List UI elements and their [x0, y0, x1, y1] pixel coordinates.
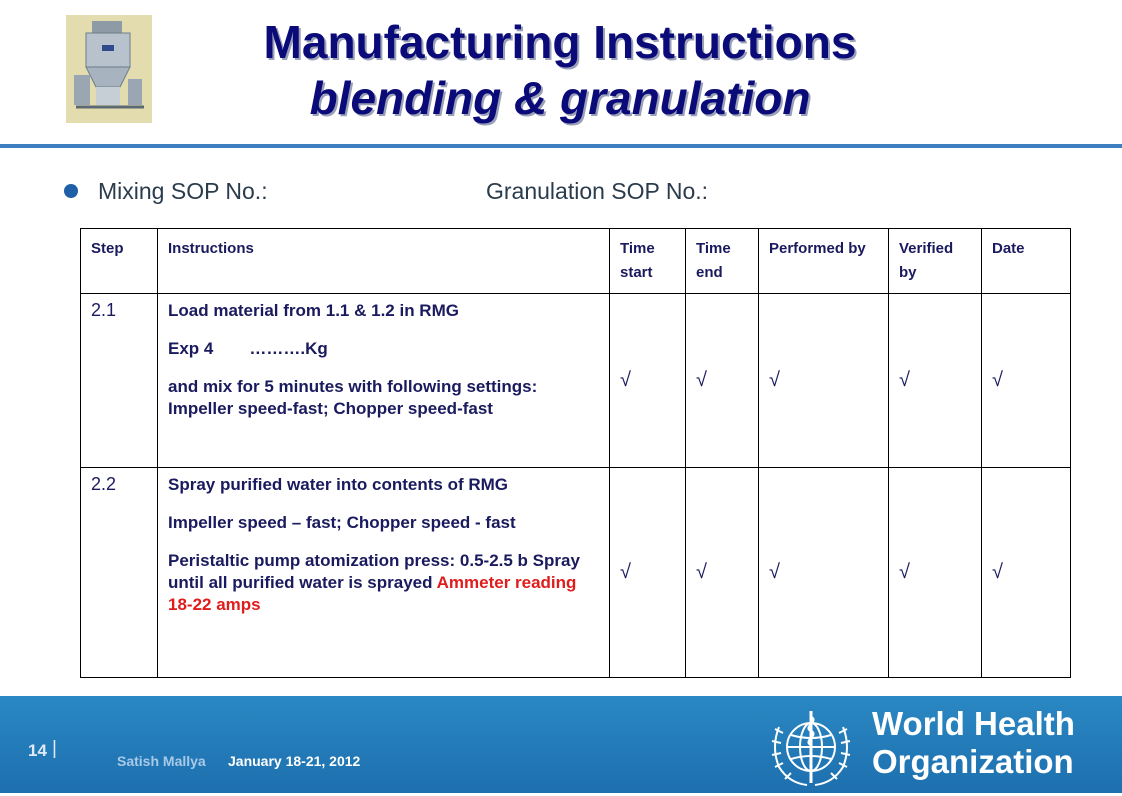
header-performed-by: Performed by: [759, 229, 889, 294]
instruction-line: [168, 338, 599, 360]
verified-by-check: √: [889, 468, 982, 678]
page-number: 14: [28, 741, 47, 760]
ammeter-reading: Ammeter reading 18-22 amps: [168, 573, 577, 614]
granulation-sop-label: Granulation SOP No.:: [486, 178, 709, 204]
date-check: √: [982, 294, 1071, 468]
header-divider: [0, 144, 1122, 148]
instruction-line: Spray purified water into contents of RMG: [168, 475, 509, 494]
instruction-line: Load material from 1.1 & 1.2 in RMG: [168, 301, 459, 320]
instruction-line: and mix for 5 minutes with following settings: Impeller speed-fast; Chopper speed-fast: [168, 377, 538, 418]
performed-by-check: √: [759, 468, 889, 678]
header-step: Step: [81, 229, 158, 294]
exp-quantity: ……….Kg: [249, 339, 328, 358]
header-verified-by: Verified by: [889, 229, 982, 294]
table-row: [81, 468, 1071, 678]
machine-photo: [66, 15, 152, 123]
time-end-check: √: [686, 294, 759, 468]
mixing-sop-label: Mixing SOP No.:: [98, 178, 268, 204]
presenter-name: Satish Mallya: [117, 753, 206, 769]
table-header-row: [81, 229, 1071, 294]
performed-by-check: √: [759, 294, 889, 468]
header-time-start: Time start: [610, 229, 686, 294]
time-end-check: √: [686, 468, 759, 678]
instruction-line: [168, 550, 599, 616]
step-cell: 2.2: [81, 468, 158, 678]
date-check: √: [982, 468, 1071, 678]
header-instructions: Instructions: [158, 229, 610, 294]
instructions-cell: [158, 294, 610, 468]
header-time-end: Time end: [686, 229, 759, 294]
table-row: [81, 294, 1071, 468]
pump-instruction: Peristaltic pump atomization press: 0.5-2.5 b Spray until all purified water is sprayed: [168, 551, 580, 592]
exp-label: Exp 4: [168, 339, 214, 358]
time-start-check: √: [610, 294, 686, 468]
org-name-line-1: World Health: [872, 705, 1075, 742]
organization-name: [872, 705, 1075, 781]
step-cell: 2.1: [81, 294, 158, 468]
page-separator: |: [52, 738, 57, 759]
bullet-icon: [64, 184, 78, 198]
instructions-cell: [158, 468, 610, 678]
org-name-line-2: Organization: [872, 743, 1074, 780]
presentation-date: January 18-21, 2012: [228, 753, 361, 769]
title-line-2: blending & granulation: [309, 72, 811, 124]
header-date: Date: [982, 229, 1071, 294]
time-start-check: √: [610, 468, 686, 678]
verified-by-check: √: [889, 294, 982, 468]
who-emblem-icon: [763, 703, 859, 791]
slide-title: [160, 14, 960, 126]
title-line-1: Manufacturing Instructions: [263, 16, 857, 68]
instructions-table: [80, 228, 1071, 678]
instruction-line: Impeller speed – fast; Chopper speed - fast: [168, 513, 516, 532]
